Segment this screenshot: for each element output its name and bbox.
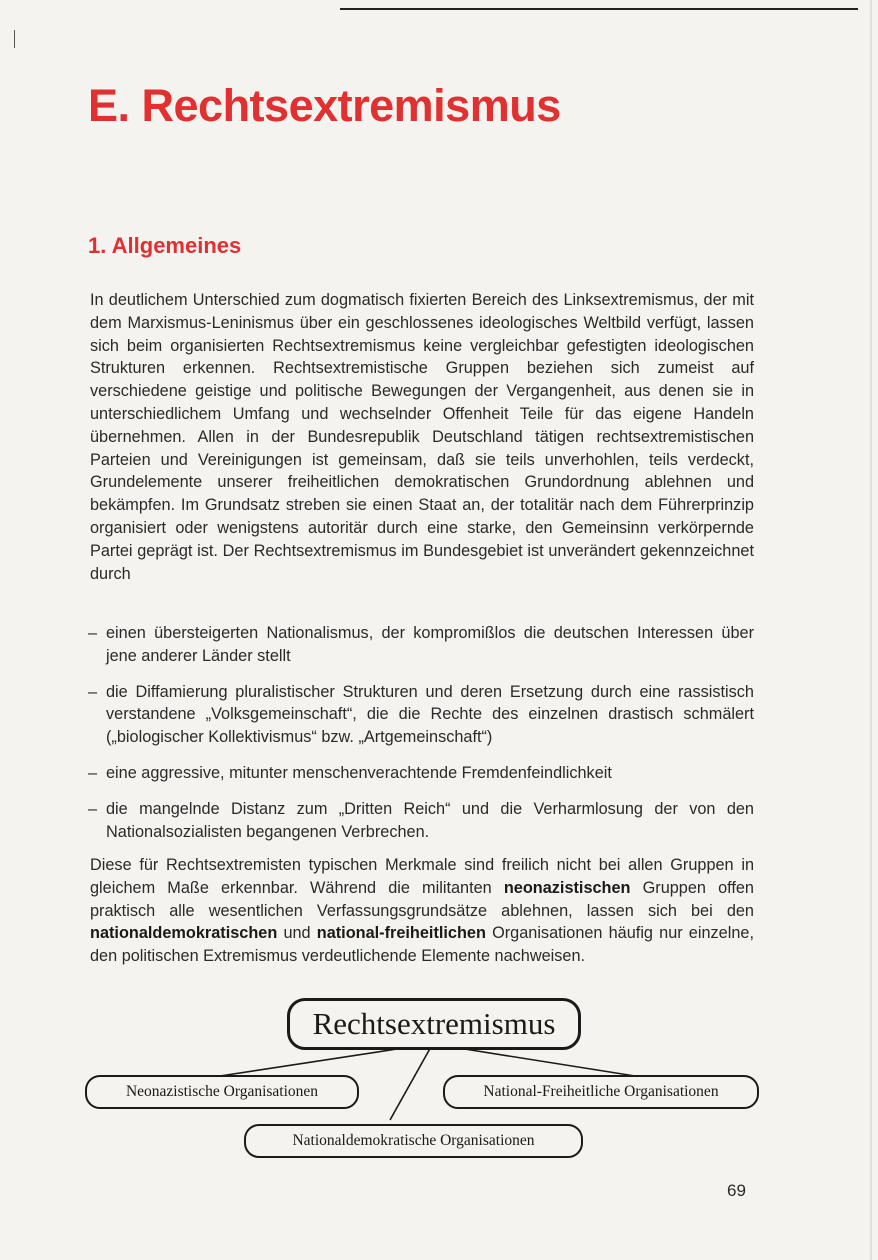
summary-text: Organisationen häufig nur einzelne, den politischen Extremismus verdeutlichende Elemente nachweisen. [90, 924, 754, 966]
list-dash: – [88, 624, 98, 642]
list-item [90, 622, 754, 668]
summary-text: Gruppen offen praktisch alle wesentlichen Verfassungsgrundsätze ablehnen, lassen sich bei den [90, 878, 754, 920]
term-nationaldemokratisch: nationaldemokratischen [90, 924, 278, 943]
chapter-title: E. Rechtsextremismus [88, 80, 561, 131]
list-dash: – [88, 799, 98, 818]
section-title: 1. Allgemeines [88, 233, 242, 258]
page-number: 69 [727, 1181, 746, 1200]
connector-neonazistisch [220, 1047, 410, 1076]
term-neonazistisch: neonazistischen [503, 878, 631, 897]
summary-text: Diese für Rechtsextremisten typischen Merkmale sind freilich nicht bei allen Gruppen in gleichem Maße erkennbar. Während die militanten [90, 856, 754, 897]
paragraph-summary [90, 854, 754, 968]
characteristics-list [90, 622, 754, 856]
term-national-freiheitlich: national-freiheitlichen [316, 924, 486, 943]
connector-nationaldemokratisch [390, 1045, 432, 1120]
list-item-text: die mangelnde Distanz zum „Dritten Reich“ und die Verharmlosung der von den Nationalsozialisten begangenen Verbrechen. [106, 799, 754, 841]
list-item-text: die Diffamierung pluralistischer Strukturen und deren Ersetzung durch eine rassistisch verstandene „Volksgemeinschaft“, die die Rechte des einzelnen drastisch schmälert („biologischer Kollektivismus“ bzw. „Artgemeinschaft“) [106, 682, 754, 747]
top-rule [340, 8, 858, 10]
diagram-node-national-freiheitlich: National-Freiheitliche Organisationen [443, 1075, 759, 1109]
connector-national-freiheitlich [452, 1047, 635, 1076]
scan-mark [14, 30, 15, 48]
diagram-node-rechtsextremismus: Rechtsextremismus [287, 998, 581, 1050]
list-dash: – [88, 763, 98, 782]
list-dash: – [88, 682, 98, 701]
list-item [90, 762, 754, 785]
list-item-text: eine aggressive, mitunter menschenverachtende Fremdenfeindlichkeit [106, 763, 612, 782]
organisation-diagram [80, 990, 780, 1165]
page-edge-shadow [869, 0, 872, 1260]
list-item-text: einen übersteigerten Nationalismus, der kompromißlos die deutschen Interessen über jene anderer Länder stellt [106, 624, 754, 665]
list-item [90, 798, 754, 844]
list-item [90, 681, 754, 749]
diagram-node-neonazistisch: Neonazistische Organisationen [85, 1075, 359, 1109]
diagram-node-nationaldemokratisch: Nationaldemokratische Organisationen [244, 1124, 583, 1158]
summary-text: und [277, 924, 317, 943]
paragraph-intro: In deutlichem Unterschied zum dogmatisch fixierten Bereich des Linksextremismus, der mit dem Marxismus-Leninismus über ein geschlossenes ideologisches Weltbild verfügt, lassen sich beim organisierten Rechtsextremismus keine vergleichbar gefestigten ideologischen Strukturen erkennen. Rechtsextremistische Gruppen beziehen sich zumeist auf verschiedene geistige und politische Bewegungen der Vergangenheit, aus denen sie in unterschiedlichem Umfang und wechselnder Offenheit Teile für das eigene Handeln übernehmen. Allen in der Bundesrepublik Deutschland tätigen rechtsextremistischen Parteien und Vereinigungen ist gemeinsam, daß sie teils unverhohlen, teils verdeckt, Grundelemente unserer freiheitlichen demokratischen Grundordnung ablehnen und bekämpfen. Im Grundsatz streben sie einen Staat an, der totalitär nach dem Führerprinzip organisiert oder wenigstens autoritär durch eine starke, den Gemeinsinn verkörpernde Partei geprägt ist. Der Rechtsextremismus im Bundesgebiet ist unverändert gekennzeichnet durch [90, 291, 754, 583]
